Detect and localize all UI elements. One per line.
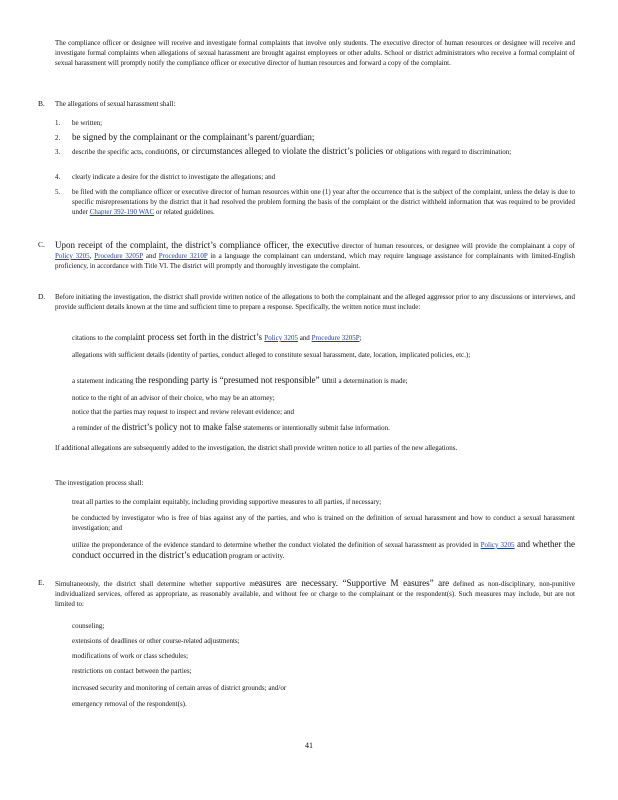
section-b-label: B. bbox=[38, 99, 45, 108]
list-item bbox=[72, 539, 575, 561]
item-text: statements or intentionally submit false information. bbox=[241, 424, 390, 432]
separator: and bbox=[297, 334, 312, 342]
section-c-label: C. bbox=[38, 240, 45, 249]
list-number: 1. bbox=[55, 119, 61, 127]
item-text: ; bbox=[359, 334, 362, 342]
list-item bbox=[72, 146, 575, 157]
separator: and bbox=[143, 252, 159, 260]
section-e-label: E. bbox=[38, 578, 45, 587]
list-number: 5. bbox=[55, 188, 61, 196]
process-lead: The investigation process shall: bbox=[55, 479, 144, 487]
page-number: 41 bbox=[305, 741, 313, 750]
list-item: restrictions on contact between the parties; bbox=[72, 667, 192, 675]
item-text: program or activity. bbox=[227, 552, 285, 560]
section-e-text: Simultaneously, the district shall determine whether supportive m bbox=[55, 580, 255, 588]
list-item: modifications of work or class schedules; bbox=[72, 652, 189, 660]
policy-3205-link[interactable]: Policy 3205 bbox=[55, 252, 90, 260]
item-text: citations to the compla bbox=[72, 334, 136, 342]
list-number: 4. bbox=[55, 173, 61, 181]
section-c-lead-large: Upon receipt of the complaint, the district’s compliance officer, the executi bbox=[55, 240, 333, 250]
list-item: allegations with sufficient details (identity of parties, conduct alleged to constitute sexual harassment, date, location, implicated policies, etc.); bbox=[72, 351, 471, 359]
item-text-large: district’s policy not to make false bbox=[121, 422, 242, 432]
section-b-lead: The allegations of sexual harassment shall: bbox=[55, 100, 176, 108]
policy-3205-link[interactable]: Policy 3205 bbox=[264, 334, 298, 342]
list-item bbox=[72, 187, 575, 217]
section-c-text: ve director of human resources, or designee will provide the complainant a copy of bbox=[332, 242, 575, 250]
list-item: notice to the right of an advisor of their choice, who may be an attorney; bbox=[72, 394, 275, 402]
item-text: describe the specific acts, conditi bbox=[72, 148, 165, 156]
list-item bbox=[72, 422, 575, 433]
list-item: increased security and monitoring of certain areas of district grounds; and/or bbox=[72, 684, 287, 692]
section-e-text: defined as non-disciplinary, non-punitive individualized services, offered as appropriate, as reasonably available, and without fee or charge to the complainant or the respondent(s). Such measures may include, but are not limited to: bbox=[55, 580, 575, 608]
item-text: a reminder of the bbox=[72, 424, 122, 432]
list-item: counseling; bbox=[72, 622, 105, 630]
item-text-large: and whether the conduct occurred in the district’s education bbox=[72, 539, 576, 560]
list-number: 2. bbox=[55, 134, 61, 142]
section-e-paragraph bbox=[55, 578, 575, 609]
list-item: emergency removal of the respondent(s). bbox=[72, 700, 187, 708]
item-text: obligations with regard to discrimination; bbox=[393, 148, 512, 156]
item-text: be filed with the compliance officer or executive director of human resources within one (1) year after the occurrence that is the subject of the complaint, unless the delay is due to specific misrepresentations by the district that it had resolved the problem forming the basis of the complaint or the district withheld information that was required to be provided under bbox=[72, 188, 575, 216]
item-text: utilize the preponderance of the evidence standard to determine whether the conduct violated the definition of sexual harassment as provided in bbox=[72, 541, 481, 549]
item-text-large: int process set forth in the district’s bbox=[135, 332, 265, 342]
list-number: 3. bbox=[55, 148, 61, 156]
list-item bbox=[72, 375, 575, 386]
list-item: notice that the parties may request to inspect and review relevant evidence; and bbox=[72, 408, 294, 416]
list-item: extensions of deadlines or other course-related adjustments; bbox=[72, 637, 240, 645]
section-e-text-large: easures are necessary. “Supportive M easures” are bbox=[254, 578, 450, 588]
item-text: be written; bbox=[72, 119, 103, 127]
item-text: til a determination is made; bbox=[330, 377, 408, 385]
item-text: or related guidelines. bbox=[154, 208, 215, 216]
item-text: be signed by the complainant or the complainant’s parent/guardian; bbox=[72, 132, 315, 142]
item-text-large: ons, or circumstances alleged to violate the district’s policies or bbox=[164, 146, 394, 156]
separator: , bbox=[89, 252, 95, 260]
section-c-text: in a language the complainant can understand, which may require language assistance for complainants with limited-English proficiency, in accordance with Title VI. The district will promptly and thoroughly investigate the complaint. bbox=[55, 252, 576, 270]
procedure-3210p-link[interactable]: Procedure 3210P bbox=[158, 252, 208, 260]
section-d-label: D. bbox=[38, 292, 46, 301]
list-item bbox=[72, 172, 575, 182]
wac-chapter-link[interactable]: Chapter 392-190 WAC bbox=[89, 208, 155, 216]
item-text: clearly indicate a desire for the district to investigate the allegations; and bbox=[72, 173, 276, 181]
list-item: be conducted by investigator who is free of bias against any of the parties, and who is trained on the definition of sexual harassment and how to conduct a sexual harassment investigation; and bbox=[72, 514, 575, 532]
section-d-lead: Before initiating the investigation, the district shall provide written notice of the allegations to both the complainant and the alleged aggressor prior to any discussions or interviews, and provide sufficient details known at the time and sufficient time to prepare a response. Specifically, the written notice must include: bbox=[55, 293, 575, 311]
intro-paragraph: The compliance officer or designee will receive and investigate formal complaints that involve only students. The executive director of human resources or designee will receive and investigate formal complaints when allegations of sexual harassment are brought against employees or other adults. School or district administrators who receive a formal complaint of sexual harassment will promptly notify the compliance officer or executive director of human resources and forward a copy of the complaint. bbox=[55, 39, 575, 67]
item-text-large: the responding party is “presumed not responsible” un bbox=[135, 375, 331, 385]
list-item bbox=[72, 132, 575, 142]
additional-allegations-paragraph: If additional allegations are subsequently added to the investigation, the district shall provide written notice to all parties of the new allegations. bbox=[55, 444, 458, 452]
procedure-3205p-link[interactable]: Procedure 3205P bbox=[94, 252, 144, 260]
item-text: a statement indicating bbox=[72, 377, 136, 385]
procedure-3205p-link[interactable]: Procedure 3205P bbox=[311, 334, 360, 342]
list-item: treat all parties to the complaint equitably, including providing supportive measures to all parties, if necessary; bbox=[72, 498, 382, 506]
list-item bbox=[72, 118, 575, 128]
policy-3205-link[interactable]: Policy 3205 bbox=[480, 541, 515, 549]
section-c-paragraph bbox=[55, 240, 575, 271]
list-item bbox=[72, 332, 575, 343]
